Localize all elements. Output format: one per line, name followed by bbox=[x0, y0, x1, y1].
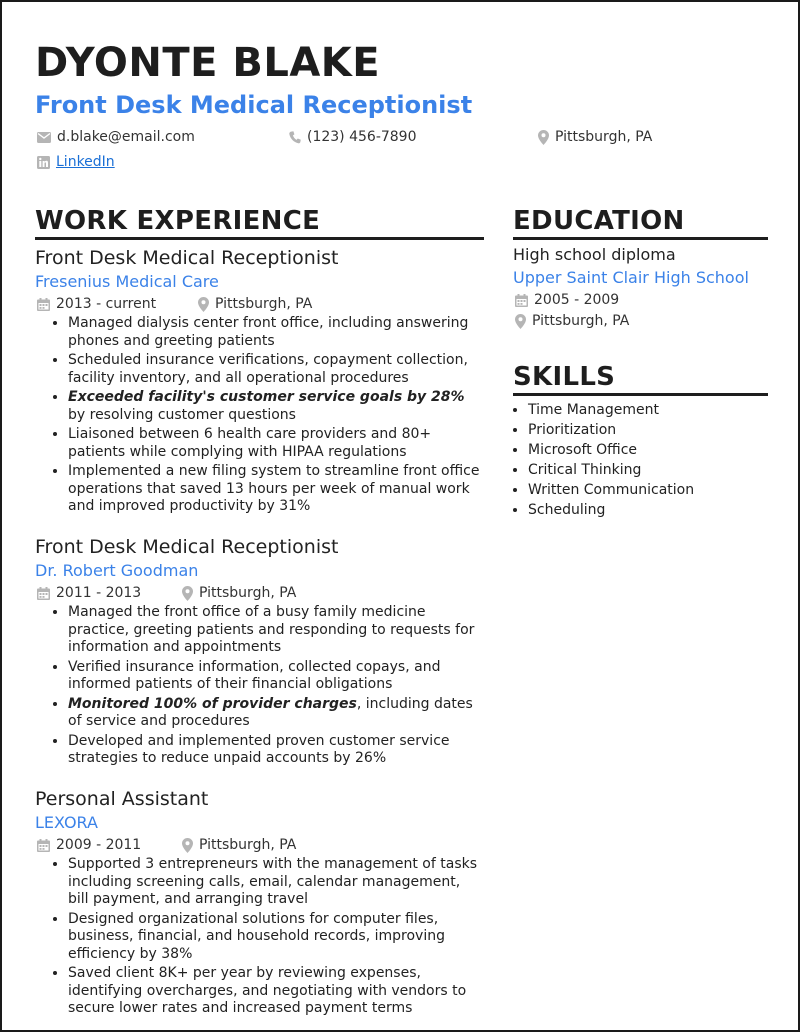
email-text: d.blake@email.com bbox=[57, 129, 195, 145]
map-pin-icon bbox=[182, 586, 193, 601]
skill-item: • Prioritization bbox=[528, 421, 788, 439]
map-pin-icon bbox=[538, 130, 549, 145]
job-dates-text: 2009 - 2011 bbox=[56, 837, 142, 853]
calendar-icon bbox=[37, 839, 50, 852]
list-item: • Scheduled insurance verifications, copayment collection, facility inventory, and all operational procedures bbox=[68, 352, 484, 387]
bullet-highlight: Exceeded facility's customer service goals by 28% bbox=[68, 389, 465, 405]
calendar-icon bbox=[37, 587, 50, 600]
job-title: Front Desk Medical Receptionist bbox=[35, 247, 339, 269]
list-item: • Supported 3 entrepreneurs with the management of tasks including screening calls, email, calendar management, bill payment, and arranging travel bbox=[68, 856, 484, 909]
job-bullets bbox=[36, 604, 484, 770]
list-item: • Implemented a new filing system to streamline front office operations that saved 13 hours per week of manual work and improved productivity by 31% bbox=[68, 463, 484, 516]
list-item: • Designed organizational solutions for computer files, business, financial, and household records, improving efficiency by 38% bbox=[68, 911, 484, 964]
skill-item: • Scheduling bbox=[528, 501, 788, 519]
phone-text: (123) 456-7890 bbox=[307, 129, 417, 145]
bullet-text: by resolving customer questions bbox=[68, 406, 296, 423]
list-item bbox=[68, 696, 484, 731]
education-divider bbox=[513, 237, 768, 240]
job-title: Personal Assistant bbox=[35, 788, 209, 810]
linkedin-icon bbox=[37, 156, 50, 169]
skills-divider bbox=[513, 393, 768, 396]
job-bullets bbox=[36, 856, 484, 1020]
education-location bbox=[515, 312, 629, 330]
map-pin-icon bbox=[182, 838, 193, 853]
job-dates-text: 2011 - 2013 bbox=[56, 585, 142, 601]
calendar-icon bbox=[37, 298, 50, 311]
work-experience-divider bbox=[35, 237, 484, 240]
list-item: • Liaisoned between 6 health care providers and 80+ patients while complying with HIPAA regulations bbox=[68, 426, 484, 461]
skill-item: • Critical Thinking bbox=[528, 461, 788, 479]
list-item: • Verified insurance information, collected copays, and informed patients of their financial obligations bbox=[68, 659, 484, 694]
job-location-text: Pittsburgh, PA bbox=[215, 296, 313, 312]
education-location-text: Pittsburgh, PA bbox=[532, 313, 630, 329]
list-item: • Saved client 8K+ per year by reviewing expenses, identifying overcharges, and negotiating with vendors to secure lower rates and increased payment terms bbox=[68, 965, 484, 1018]
job-company: Fresenius Medical Care bbox=[35, 272, 219, 291]
job-location-text: Pittsburgh, PA bbox=[199, 837, 297, 853]
bullet-highlight: Monitored 100% of provider charges bbox=[68, 695, 357, 712]
skills-heading: SKILLS bbox=[513, 362, 616, 392]
envelope-icon bbox=[37, 132, 51, 143]
list-item: • Managed dialysis center front office, including answering phones and greeting patients bbox=[68, 315, 484, 350]
contact-location bbox=[538, 128, 652, 146]
education-dates-text: 2005 - 2009 bbox=[534, 292, 620, 308]
education-heading: EDUCATION bbox=[513, 206, 685, 236]
linkedin-link[interactable]: LinkedIn bbox=[56, 154, 115, 170]
candidate-headline: Front Desk Medical Receptionist bbox=[35, 91, 473, 119]
job-bullets bbox=[36, 315, 484, 518]
skill-item: • Time Management bbox=[528, 401, 788, 419]
job-company: LEXORA bbox=[35, 813, 98, 832]
work-experience-heading: WORK EXPERIENCE bbox=[35, 206, 321, 236]
job-location bbox=[182, 836, 296, 854]
skill-item: • Written Communication bbox=[528, 481, 788, 499]
contact-phone bbox=[289, 128, 417, 146]
bullet-text: , including dates of service and procedures bbox=[68, 695, 473, 729]
location-text: Pittsburgh, PA bbox=[555, 129, 653, 145]
job-dates bbox=[37, 836, 141, 854]
calendar-icon bbox=[515, 294, 528, 307]
job-company: Dr. Robert Goodman bbox=[35, 561, 199, 580]
skills-list bbox=[498, 401, 788, 521]
education-school: Upper Saint Clair High School bbox=[513, 268, 749, 287]
education-dates bbox=[515, 291, 619, 309]
contact-email bbox=[37, 128, 195, 146]
job-dates-text: 2013 - current bbox=[56, 296, 157, 312]
job-dates bbox=[37, 584, 141, 602]
list-item: • Developed and implemented proven customer service strategies to reduce unpaid accounts by 26% bbox=[68, 733, 484, 768]
job-title: Front Desk Medical Receptionist bbox=[35, 536, 339, 558]
job-location-text: Pittsburgh, PA bbox=[199, 585, 297, 601]
map-pin-icon bbox=[515, 314, 526, 329]
education-degree: High school diploma bbox=[513, 245, 676, 264]
job-location bbox=[182, 584, 296, 602]
job-dates bbox=[37, 295, 156, 313]
list-item bbox=[68, 389, 484, 424]
map-pin-icon bbox=[198, 297, 209, 312]
job-location bbox=[198, 295, 312, 313]
list-item: • Managed the front office of a busy family medicine practice, greeting patients and responding to requests for information and appointments bbox=[68, 604, 484, 657]
skill-item: • Microsoft Office bbox=[528, 441, 788, 459]
contact-linkedin bbox=[37, 153, 115, 171]
candidate-name: DYONTE BLAKE bbox=[35, 40, 381, 86]
phone-icon bbox=[289, 131, 301, 144]
